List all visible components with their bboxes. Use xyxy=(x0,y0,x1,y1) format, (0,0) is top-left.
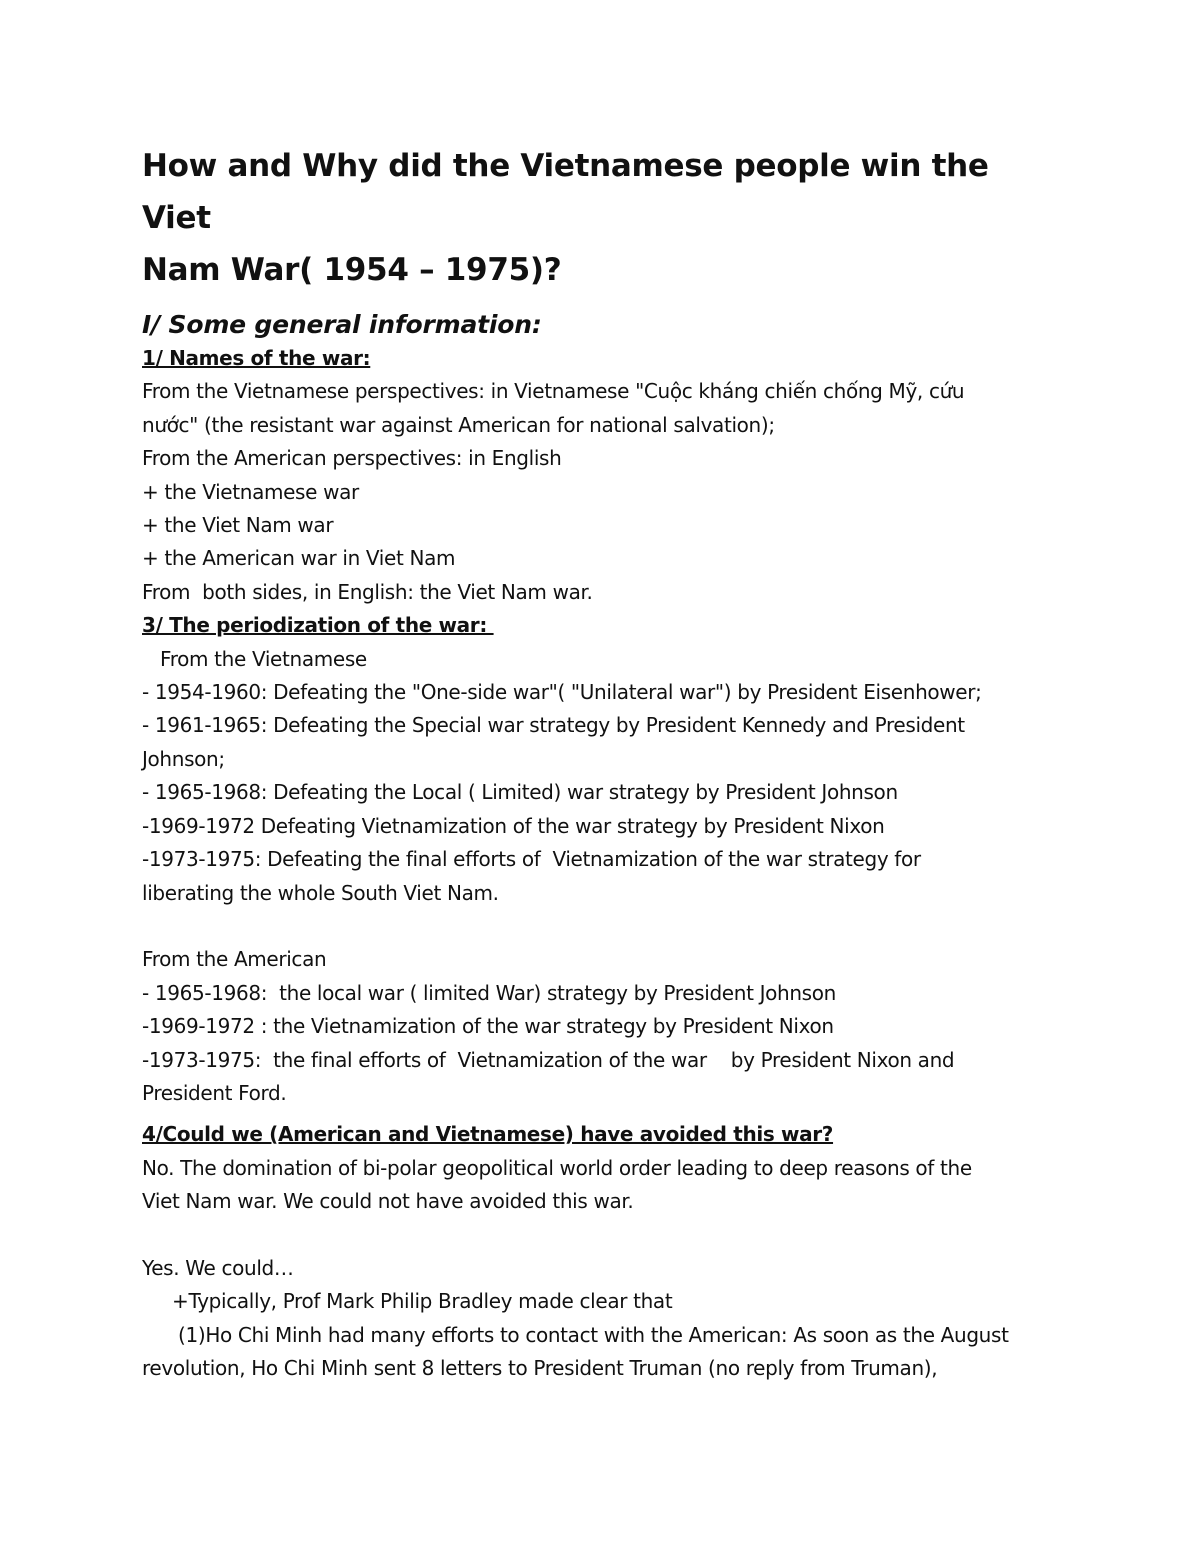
spacer xyxy=(142,1110,1062,1118)
names-line: + the American war in Viet Nam xyxy=(142,546,456,571)
period-vn-line: -1969-1972 Defeating Vietnamization of the war strategy by President Nixon xyxy=(142,813,885,838)
avoid-no-line: Viet Nam war. We could not have avoided this war. xyxy=(142,1189,634,1214)
names-line: + the Viet Nam war xyxy=(142,513,334,538)
period-us-line: - 1965-1968: the local war ( limited War) strategy by President Johnson xyxy=(142,980,836,1005)
period-vn-line: -1973-1975: Defeating the final efforts of Vietnamization of the war strategy for xyxy=(142,847,921,872)
subheading-names-of-war: 1/ Names of the war: xyxy=(142,346,371,370)
avoid-no-line: No. The domination of bi-polar geopolitical world order leading to deep reasons of the xyxy=(142,1155,972,1180)
period-vn-line: - 1965-1968: Defeating the Local ( Limited) war strategy by President Johnson xyxy=(142,780,898,805)
avoid-yes-line: +Typically, Prof Mark Philip Bradley made clear that xyxy=(142,1289,673,1314)
subheading-avoid-war: 4/Could we (American and Vietnamese) have avoided this war? xyxy=(142,1122,834,1147)
period-vn-line: liberating the whole South Viet Nam. xyxy=(142,880,499,905)
names-line: From both sides, in English: the Viet Nam war. xyxy=(142,579,593,604)
period-us-line: From the American xyxy=(142,947,327,972)
period-vn-line: Johnson; xyxy=(142,746,225,771)
document-title-line-1: How and Why did the Vietnamese people win the Viet xyxy=(142,148,989,236)
period-us-line: -1973-1975: the final efforts of Vietnamization of the war by President Nixon and xyxy=(142,1047,955,1072)
names-line: + the Vietnamese war xyxy=(142,479,359,504)
blank-line xyxy=(142,910,1062,943)
subheading-periodization: 3/ The periodization of the war: xyxy=(142,613,494,638)
document-title-line-2: Nam War( 1954 – 1975)? xyxy=(142,252,562,288)
names-line: From the American perspectives: in English xyxy=(142,446,562,471)
avoid-yes-line: revolution, Ho Chi Minh sent 8 letters to President Truman (no reply from Truman), xyxy=(142,1356,938,1381)
period-us-line: -1969-1972 : the Vietnamization of the war strategy by President Nixon xyxy=(142,1014,834,1039)
avoid-yes-line: (1)Ho Chi Minh had many efforts to contact with the American: As soon as the August xyxy=(142,1322,1009,1347)
names-line: nước" (the resistant war against American for national salvation); xyxy=(142,412,775,437)
period-vn-line: - 1961-1965: Defeating the Special war strategy by President Kennedy and President xyxy=(142,713,965,738)
period-vn-line: From the Vietnamese xyxy=(142,646,367,671)
period-us-line: President Ford. xyxy=(142,1080,287,1105)
names-line: From the Vietnamese perspectives: in Vietnamese "Cuộc kháng chiến chống Mỹ, cứu xyxy=(142,379,965,404)
avoid-yes-line: Yes. We could… xyxy=(142,1255,294,1280)
period-vn-line: - 1954-1960: Defeating the "One-side war"( "Unilateral war") by President Eisenhower; xyxy=(142,680,982,705)
blank-line xyxy=(142,1219,1062,1252)
document-page xyxy=(142,140,1062,1386)
section-heading-general-information: I/ Some general information: xyxy=(142,310,542,339)
